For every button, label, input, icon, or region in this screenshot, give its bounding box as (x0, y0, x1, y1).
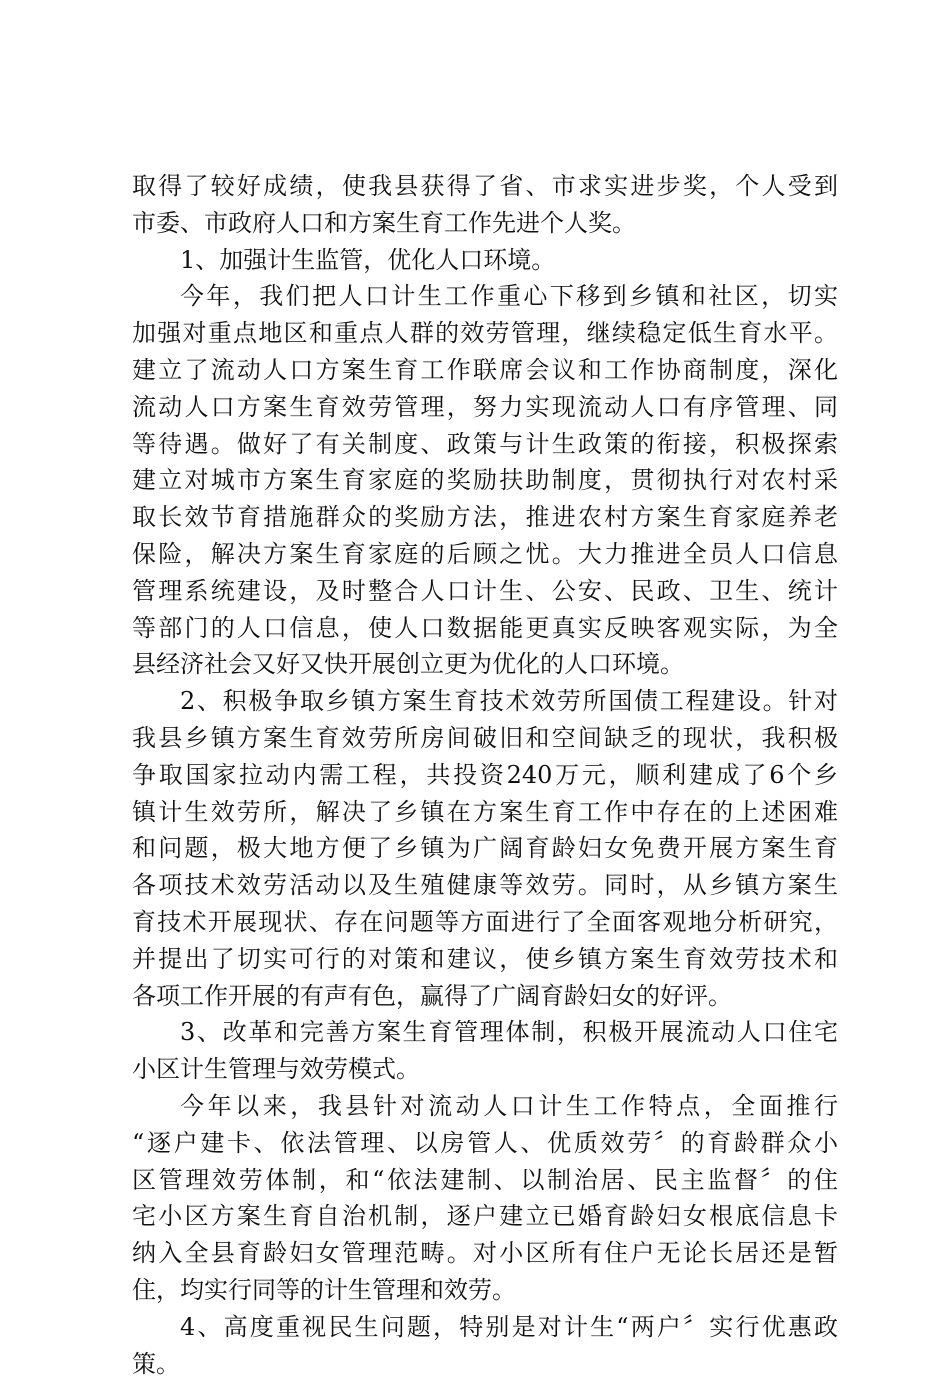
text-line: 争取国家拉动内需工程，共投资240万元，顺利建成了6个乡 (132, 757, 838, 794)
text-line: 等待遇。做好了有关制度、政策与计生政策的衔接，积极探索 (132, 426, 838, 463)
text-line: 育技术开展现状、存在问题等方面进行了全面客观地分析研究， (132, 904, 838, 941)
text-line: 流动人口方案生育效劳管理，努力实现流动人口有序管理、同 (132, 389, 838, 426)
text-line: 取长效节育措施群众的奖励方法，推进农村方案生育家庭养老 (132, 499, 838, 536)
text-line: 加强对重点地区和重点人群的效劳管理，继续稳定低生育水平。 (132, 315, 838, 352)
text-line: 镇计生效劳所，解决了乡镇在方案生育工作中存在的上述困难 (132, 794, 838, 831)
text-line: 取得了较好成绩，使我县获得了省、市求实进步奖，个人受到 (132, 168, 838, 205)
text-line: 住，均实行同等的计生管理和效劳。 (132, 1272, 838, 1309)
text-line: 等部门的人口信息，使人口数据能更真实反映客观实际，为全 (132, 610, 838, 647)
text-line: 建立了流动人口方案生育工作联席会议和工作协商制度，深化 (132, 352, 838, 389)
text-line: 小区计生管理与效劳模式。 (132, 1051, 838, 1088)
text-line: 县经济社会又好又快开展创立更为优化的人口环境。 (132, 646, 838, 683)
text-line: 4、高度重视民生问题，特别是对计生“两户〞实行优惠政 (132, 1309, 838, 1346)
text-line: 并提出了切实可行的对策和建议，使乡镇方案生育效劳技术和 (132, 941, 838, 978)
text-line: 2、积极争取乡镇方案生育技术效劳所国债工程建设。针对 (132, 683, 838, 720)
text-line: 保险，解决方案生育家庭的后顾之忧。大力推进全员人口信息 (132, 536, 838, 573)
text-line: 我县乡镇方案生育效劳所房间破旧和空间缺乏的现状，我积极 (132, 720, 838, 757)
text-line: 纳入全县育龄妇女管理范畴。对小区所有住户无论长居还是暂 (132, 1235, 838, 1272)
text-line: 3、改革和完善方案生育管理体制，积极开展流动人口住宅 (132, 1014, 838, 1051)
text-line: 市委、市政府人口和方案生育工作先进个人奖。 (132, 205, 838, 242)
text-line: 各项工作开展的有声有色，赢得了广阔育龄妇女的好评。 (132, 978, 838, 1015)
text-line: “逐户建卡、依法管理、以房管人、优质效劳〞的育龄群众小 (132, 1125, 838, 1162)
text-line: 今年，我们把人口计生工作重心下移到乡镇和社区，切实 (132, 278, 838, 315)
text-line: 宅小区方案生育自治机制，逐户建立已婚育龄妇女根底信息卡 (132, 1198, 838, 1235)
text-line: 今年以来，我县针对流动人口计生工作特点，全面推行 (132, 1088, 838, 1125)
text-line: 管理系统建设，及时整合人口计生、公安、民政、卫生、统计 (132, 573, 838, 610)
text-line: 各项技术效劳活动以及生殖健康等效劳。同时，从乡镇方案生 (132, 867, 838, 904)
text-line: 建立对城市方案生育家庭的奖励扶助制度，贯彻执行对农村采 (132, 462, 838, 499)
text-line: 策。 (132, 1346, 838, 1382)
text-line: 1、加强计生监管，优化人口环境。 (132, 242, 838, 279)
text-line: 区管理效劳体制，和“依法建制、以制治居、民主监督〞的住 (132, 1162, 838, 1199)
text-line: 和问题，极大地方便了乡镇为广阔育龄妇女免费开展方案生育 (132, 830, 838, 867)
document-body (132, 168, 838, 1382)
